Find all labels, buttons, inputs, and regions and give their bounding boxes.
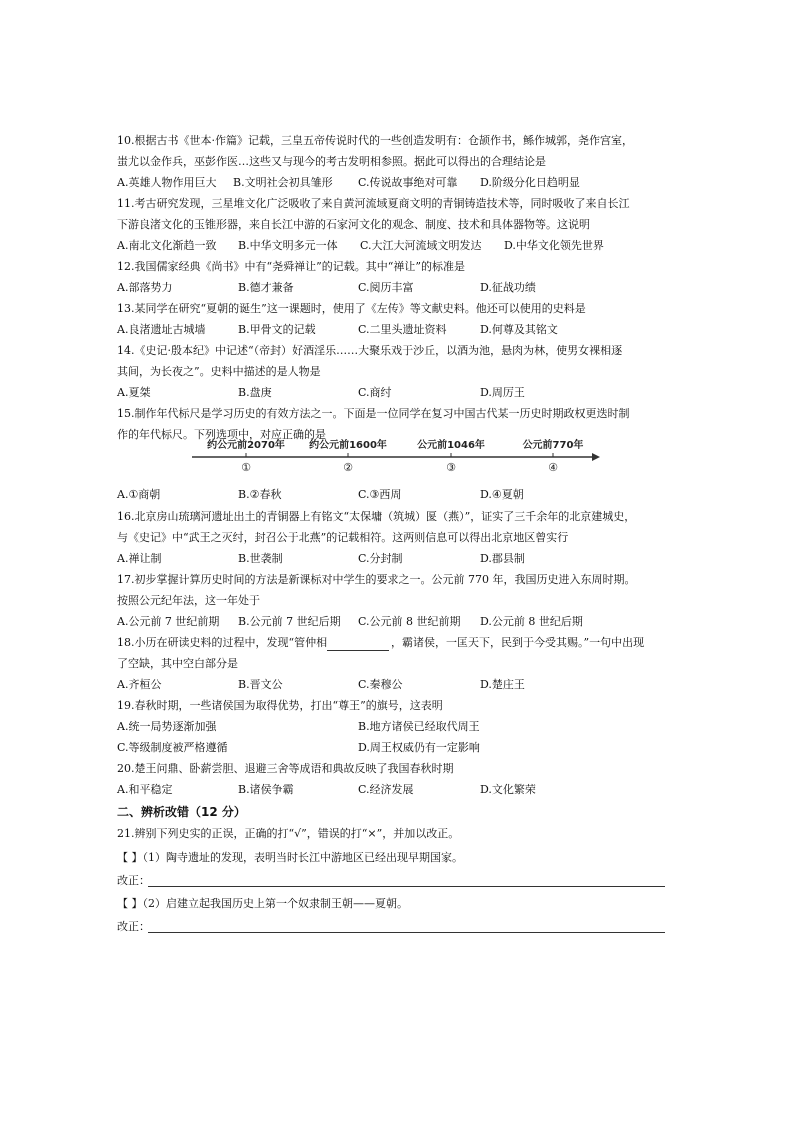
q10-option-c[interactable]: C.传说故事绝对可靠 [358,176,458,189]
q15-option-a[interactable]: A.①商朝 [117,488,161,501]
q18-option-b[interactable]: B.晋文公 [238,678,283,691]
q19-option-c[interactable]: C.等级制度被严格遵循 [117,741,228,754]
q16-stem-line1: 16.北京房山琉璃河遗址出土的青铜器上有铭文“太保墉（筑城）匽（燕）”，证实了三千余年的北京建城史， [117,510,636,523]
q13-option-d[interactable]: D.何尊及其铭文 [480,323,558,336]
timeline-label-2: 约公元前1600年 [309,440,387,451]
section-2-title: 二、辨析改错（12 分） [117,805,246,819]
q18-option-a[interactable]: A.齐桓公 [117,678,162,691]
timeline-marker-4: ④ [548,461,558,474]
timeline-label-3: 公元前1046年 [417,440,485,451]
q19-option-a[interactable]: A.统一局势逐渐加强 [117,720,217,733]
q18-option-c[interactable]: C.秦穆公 [358,678,403,691]
q20-option-c[interactable]: C.经济发展 [358,783,414,796]
q14-option-c[interactable]: C.商纣 [358,386,392,399]
q13-option-c[interactable]: C.二里头遗址资料 [358,323,447,336]
q18-stem-line1a: 18.小历在研读史料的过程中，发现“管仲相 [117,636,328,649]
q17-option-b[interactable]: B.公元前 7 世纪后期 [238,615,341,628]
q20-stem-line1: 20.楚王问鼎、卧薪尝胆、退避三舍等成语和典故反映了我国春秋时期 [117,762,454,775]
q10-option-b[interactable]: B.文明社会初具雏形 [233,176,333,189]
q21-fix-line-1[interactable] [148,886,665,887]
q12-stem-line1: 12.我国儒家经典《尚书》中有“尧舜禅让”的记载。其中“禅让”的标准是 [117,260,465,273]
q16-option-a[interactable]: A.禅让制 [117,552,162,565]
timeline-marker-3: ③ [446,461,456,474]
q13-option-b[interactable]: B.甲骨文的记载 [238,323,316,336]
q12-option-d[interactable]: D.征战功绩 [480,281,536,294]
q10-option-a[interactable]: A.英雄人物作用巨大 [117,176,217,189]
q17-stem-line1: 17.初步掌握计算历史时间的方法是新课标对中学生的要求之一。公元前 770 年，我国历史进入东周时期。 [117,573,636,586]
timeline-label-4: 公元前770年 [522,440,584,451]
q18-blank[interactable] [327,650,389,651]
q11-option-b[interactable]: B.中华文明多元一体 [238,239,338,252]
q17-option-d[interactable]: D.公元前 8 世纪后期 [480,615,583,628]
q12-option-c[interactable]: C.阅历丰富 [358,281,414,294]
q16-option-b[interactable]: B.世袭制 [238,552,283,565]
q16-option-c[interactable]: C.分封制 [358,552,403,565]
q10-stem-line1: 10.根据古书《世本·作篇》记载，三皇五帝传说时代的一些创造发明有：仓颉作书，鲧作城郭，尧作宫室， [117,134,633,147]
q15-stem-line2: 作的年代标尺。下列选项中，对应正确的是 [117,428,326,441]
q12-option-a[interactable]: A.部落势力 [117,281,173,294]
q21-fix-line-2[interactable] [148,932,665,933]
q14-stem-line1: 14.《史记·殷本纪》中记述“（帝封）好酒淫乐……大聚乐戏于沙丘，以酒为池，悬肉为林，使男女裸相逐 [117,344,623,357]
q21-fix-label-2: 改正： [117,920,150,933]
q16-stem-line2: 与《史记》中“武王之灭纣，封召公于北燕”的记载相符。这两则信息可以得出北京地区曾实行 [117,531,569,544]
q17-stem-line2: 按照公元纪年法，这一年处于 [117,594,260,607]
timeline-arrowhead [592,453,600,461]
q17-option-a[interactable]: A.公元前 7 世纪前期 [117,615,220,628]
q19-option-d[interactable]: D.周王权威仍有一定影响 [358,741,480,754]
q20-option-d[interactable]: D.文化繁荣 [480,783,536,796]
q18-stem-line1b: ，霸诸侯，一匡天下，民到于今受其赐。”一句中出现 [391,636,645,649]
q19-option-b[interactable]: B.地方诸侯已经取代周王 [358,720,480,733]
q11-stem-line1: 11.考古研究发现，三星堆文化广泛吸收了来自黄河流域夏商文明的青铜铸造技术等，同时吸收了来自长江 [117,197,630,210]
q15-option-c[interactable]: C.③西周 [358,488,402,501]
q11-option-d[interactable]: D.中华文化领先世界 [504,239,604,252]
q21-fix-label-1: 改正： [117,874,150,887]
q19-stem-line1: 19.春秋时期，一些诸侯国为取得优势，打出“尊王”的旗号，这表明 [117,699,443,712]
q21-stem: 21.辨别下列史实的正误，正确的打“√”，错误的打“×”，并加以改正。 [117,827,460,840]
q14-option-b[interactable]: B.盘庚 [238,386,272,399]
q13-option-a[interactable]: A.良渚遗址古城墙 [117,323,206,336]
q15-option-d[interactable]: D.④夏朝 [480,488,524,501]
q10-stem-line2: 蚩尤以金作兵，巫彭作医…这些又与现今的考古发明相参照。据此可以得出的合理结论是 [117,155,546,168]
q15-option-b[interactable]: B.②春秋 [238,488,282,501]
q16-option-d[interactable]: D.郡县制 [480,552,525,565]
q18-stem-line2: 了空缺，其中空白部分是 [117,657,238,670]
timeline-marker-2: ② [343,461,353,474]
q14-option-d[interactable]: D.周厉王 [480,386,525,399]
q14-option-a[interactable]: A.夏桀 [117,386,151,399]
q11-option-c[interactable]: C.大江大河流域文明发达 [360,239,482,252]
q12-option-b[interactable]: B.德才兼备 [238,281,294,294]
q20-option-a[interactable]: A.和平稳定 [117,783,173,796]
q13-stem-line1: 13.某同学在研究“夏朝的诞生”这一课题时，使用了《左传》等文献史料。他还可以使用的史料是 [117,302,586,315]
q14-stem-line2: 其间，为长夜之”。史料中描述的是人物是 [117,365,321,378]
q21-item-2: 【 】（2）启建立起我国历史上第一个奴隶制王朝——夏朝。 [117,897,408,910]
q20-option-b[interactable]: B.诸侯争霸 [238,783,294,796]
q11-stem-line2: 下游良渚文化的玉锥形器，来自长江中游的石家河文化的观念、制度、技术和具体器物等。这说明 [117,218,590,231]
timeline-marker-1: ① [241,461,251,474]
q15-stem-line1: 15.制作年代标尺是学习历史的有效方法之一。下面是一位同学在复习中国古代某一历史时期政权更迭时制 [117,407,630,420]
q10-option-d[interactable]: D.阶级分化日趋明显 [480,176,580,189]
q11-option-a[interactable]: A.南北文化渐趋一致 [117,239,217,252]
q17-option-c[interactable]: C.公元前 8 世纪前期 [358,615,461,628]
timeline-label-1: 约公元前2070年 [207,440,285,451]
q21-item-1: 【 】（1）陶寺遗址的发现，表明当时长江中游地区已经出现早期国家。 [117,851,463,864]
q18-option-d[interactable]: D.楚庄王 [480,678,525,691]
